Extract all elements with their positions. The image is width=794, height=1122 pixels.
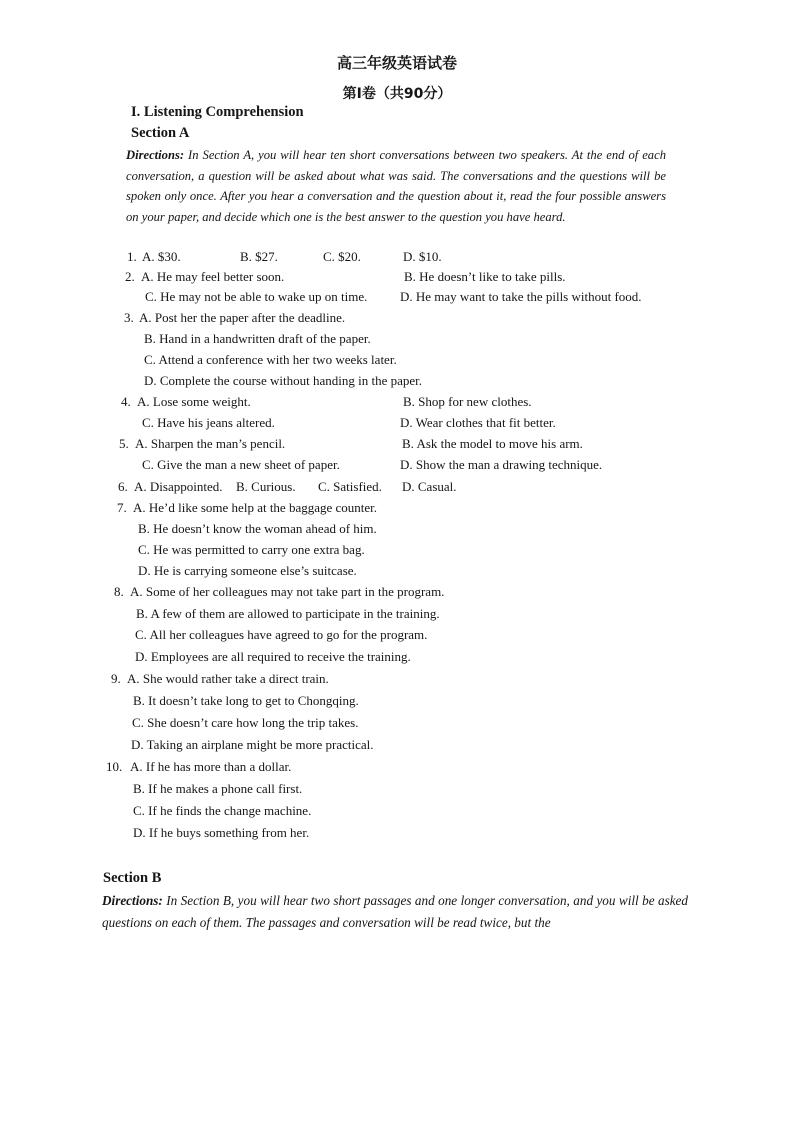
q9-option-c: C. She doesn’t care how long the trip takes. xyxy=(132,715,359,730)
paper-subtitle: 第I卷（共90分） xyxy=(342,86,452,102)
q2-option-c: C. He may not be able to wake up on time. xyxy=(145,289,368,304)
q2-option-b: B. He doesn’t like to take pills. xyxy=(404,269,566,284)
question-3-number: 3. xyxy=(124,310,134,325)
section-b-directions-label: Directions: xyxy=(102,893,163,908)
exam-title: 高三年级英语试卷 xyxy=(336,54,457,72)
q7-option-d: D. He is carrying someone else’s suitcase. xyxy=(138,563,357,578)
q10-option-d: D. If he buys something from her. xyxy=(133,825,310,840)
q1-option-d: D. $10. xyxy=(403,249,442,264)
question-7-number: 7. xyxy=(117,500,127,515)
question-10-number: 10. xyxy=(106,759,123,774)
q1-option-a: A. $30. xyxy=(142,249,181,264)
section-a-heading: Section A xyxy=(131,125,190,141)
q10-option-b: B. If he makes a phone call first. xyxy=(133,781,303,796)
q5-option-c: C. Give the man a new sheet of paper. xyxy=(142,457,340,472)
directions-text: In Section A, you will hear ten short conversations between two speakers. At the end of each conversation, a question will be asked about what was said. The conversations and the questions will be spoken only once. After you hear a conversation and the question about it, read the four possible answers on your paper, and decide which one is the best answer to the question you have heard. xyxy=(126,148,666,224)
section-b-directions xyxy=(102,890,688,934)
q4-option-c: C. Have his jeans altered. xyxy=(142,415,275,430)
section-b-heading: Section B xyxy=(103,870,162,886)
question-8-number: 8. xyxy=(114,584,124,599)
q6-option-d: D. Casual. xyxy=(402,479,457,494)
q8-option-c: C. All her colleagues have agreed to go for the program. xyxy=(135,627,428,642)
q3-option-a: A. Post her the paper after the deadline. xyxy=(139,310,346,325)
q5-option-b: B. Ask the model to move his arm. xyxy=(402,436,583,451)
q6-option-a: A. Disappointed. xyxy=(134,479,223,494)
q7-option-c: C. He was permitted to carry one extra bag. xyxy=(138,542,365,557)
q6-option-c: C. Satisfied. xyxy=(318,479,382,494)
q5-option-a: A. Sharpen the man’s pencil. xyxy=(135,436,286,451)
q7-option-a: A. He’d like some help at the baggage counter. xyxy=(133,500,378,515)
q8-option-d: D. Employees are all required to receive the training. xyxy=(135,649,411,664)
q1-option-b: B. $27. xyxy=(240,249,278,264)
part-heading: I. Listening Comprehension xyxy=(131,104,304,120)
q2-option-d: D. He may want to take the pills without food. xyxy=(400,289,642,304)
question-2-number: 2. xyxy=(125,269,135,284)
section-a-directions xyxy=(126,145,666,227)
q4-option-a: A. Lose some weight. xyxy=(137,394,251,409)
q10-option-a: A. If he has more than a dollar. xyxy=(130,759,292,774)
q9-option-a: A. She would rather take a direct train. xyxy=(127,671,329,686)
section-b-directions-text: In Section B, you will hear two short passages and one longer conversation, and you will be asked questions on each of them. The passages and conversation will be read twice, but the xyxy=(102,893,688,930)
q2-option-a: A. He may feel better soon. xyxy=(141,269,285,284)
question-1-number: 1. xyxy=(127,249,137,264)
question-4-number: 4. xyxy=(121,394,131,409)
q9-option-b: B. It doesn’t take long to get to Chongqing. xyxy=(133,693,359,708)
directions-label: Directions: xyxy=(126,148,185,162)
q8-option-a: A. Some of her colleagues may not take part in the program. xyxy=(130,584,445,599)
q8-option-b: B. A few of them are allowed to participate in the training. xyxy=(136,606,440,621)
question-6-number: 6. xyxy=(118,479,128,494)
q3-option-d: D. Complete the course without handing in the paper. xyxy=(144,373,422,388)
question-9-number: 9. xyxy=(111,671,121,686)
q4-option-b: B. Shop for new clothes. xyxy=(403,394,532,409)
q4-option-d: D. Wear clothes that fit better. xyxy=(400,415,556,430)
question-5-number: 5. xyxy=(119,436,129,451)
q3-option-c: C. Attend a conference with her two weeks later. xyxy=(144,352,397,367)
q1-option-c: C. $20. xyxy=(323,249,361,264)
q7-option-b: B. He doesn’t know the woman ahead of him. xyxy=(138,521,377,536)
q5-option-d: D. Show the man a drawing technique. xyxy=(400,457,603,472)
q6-option-b: B. Curious. xyxy=(236,479,296,494)
q9-option-d: D. Taking an airplane might be more practical. xyxy=(131,737,374,752)
q3-option-b: B. Hand in a handwritten draft of the paper. xyxy=(144,331,371,346)
q10-option-c: C. If he finds the change machine. xyxy=(133,803,312,818)
